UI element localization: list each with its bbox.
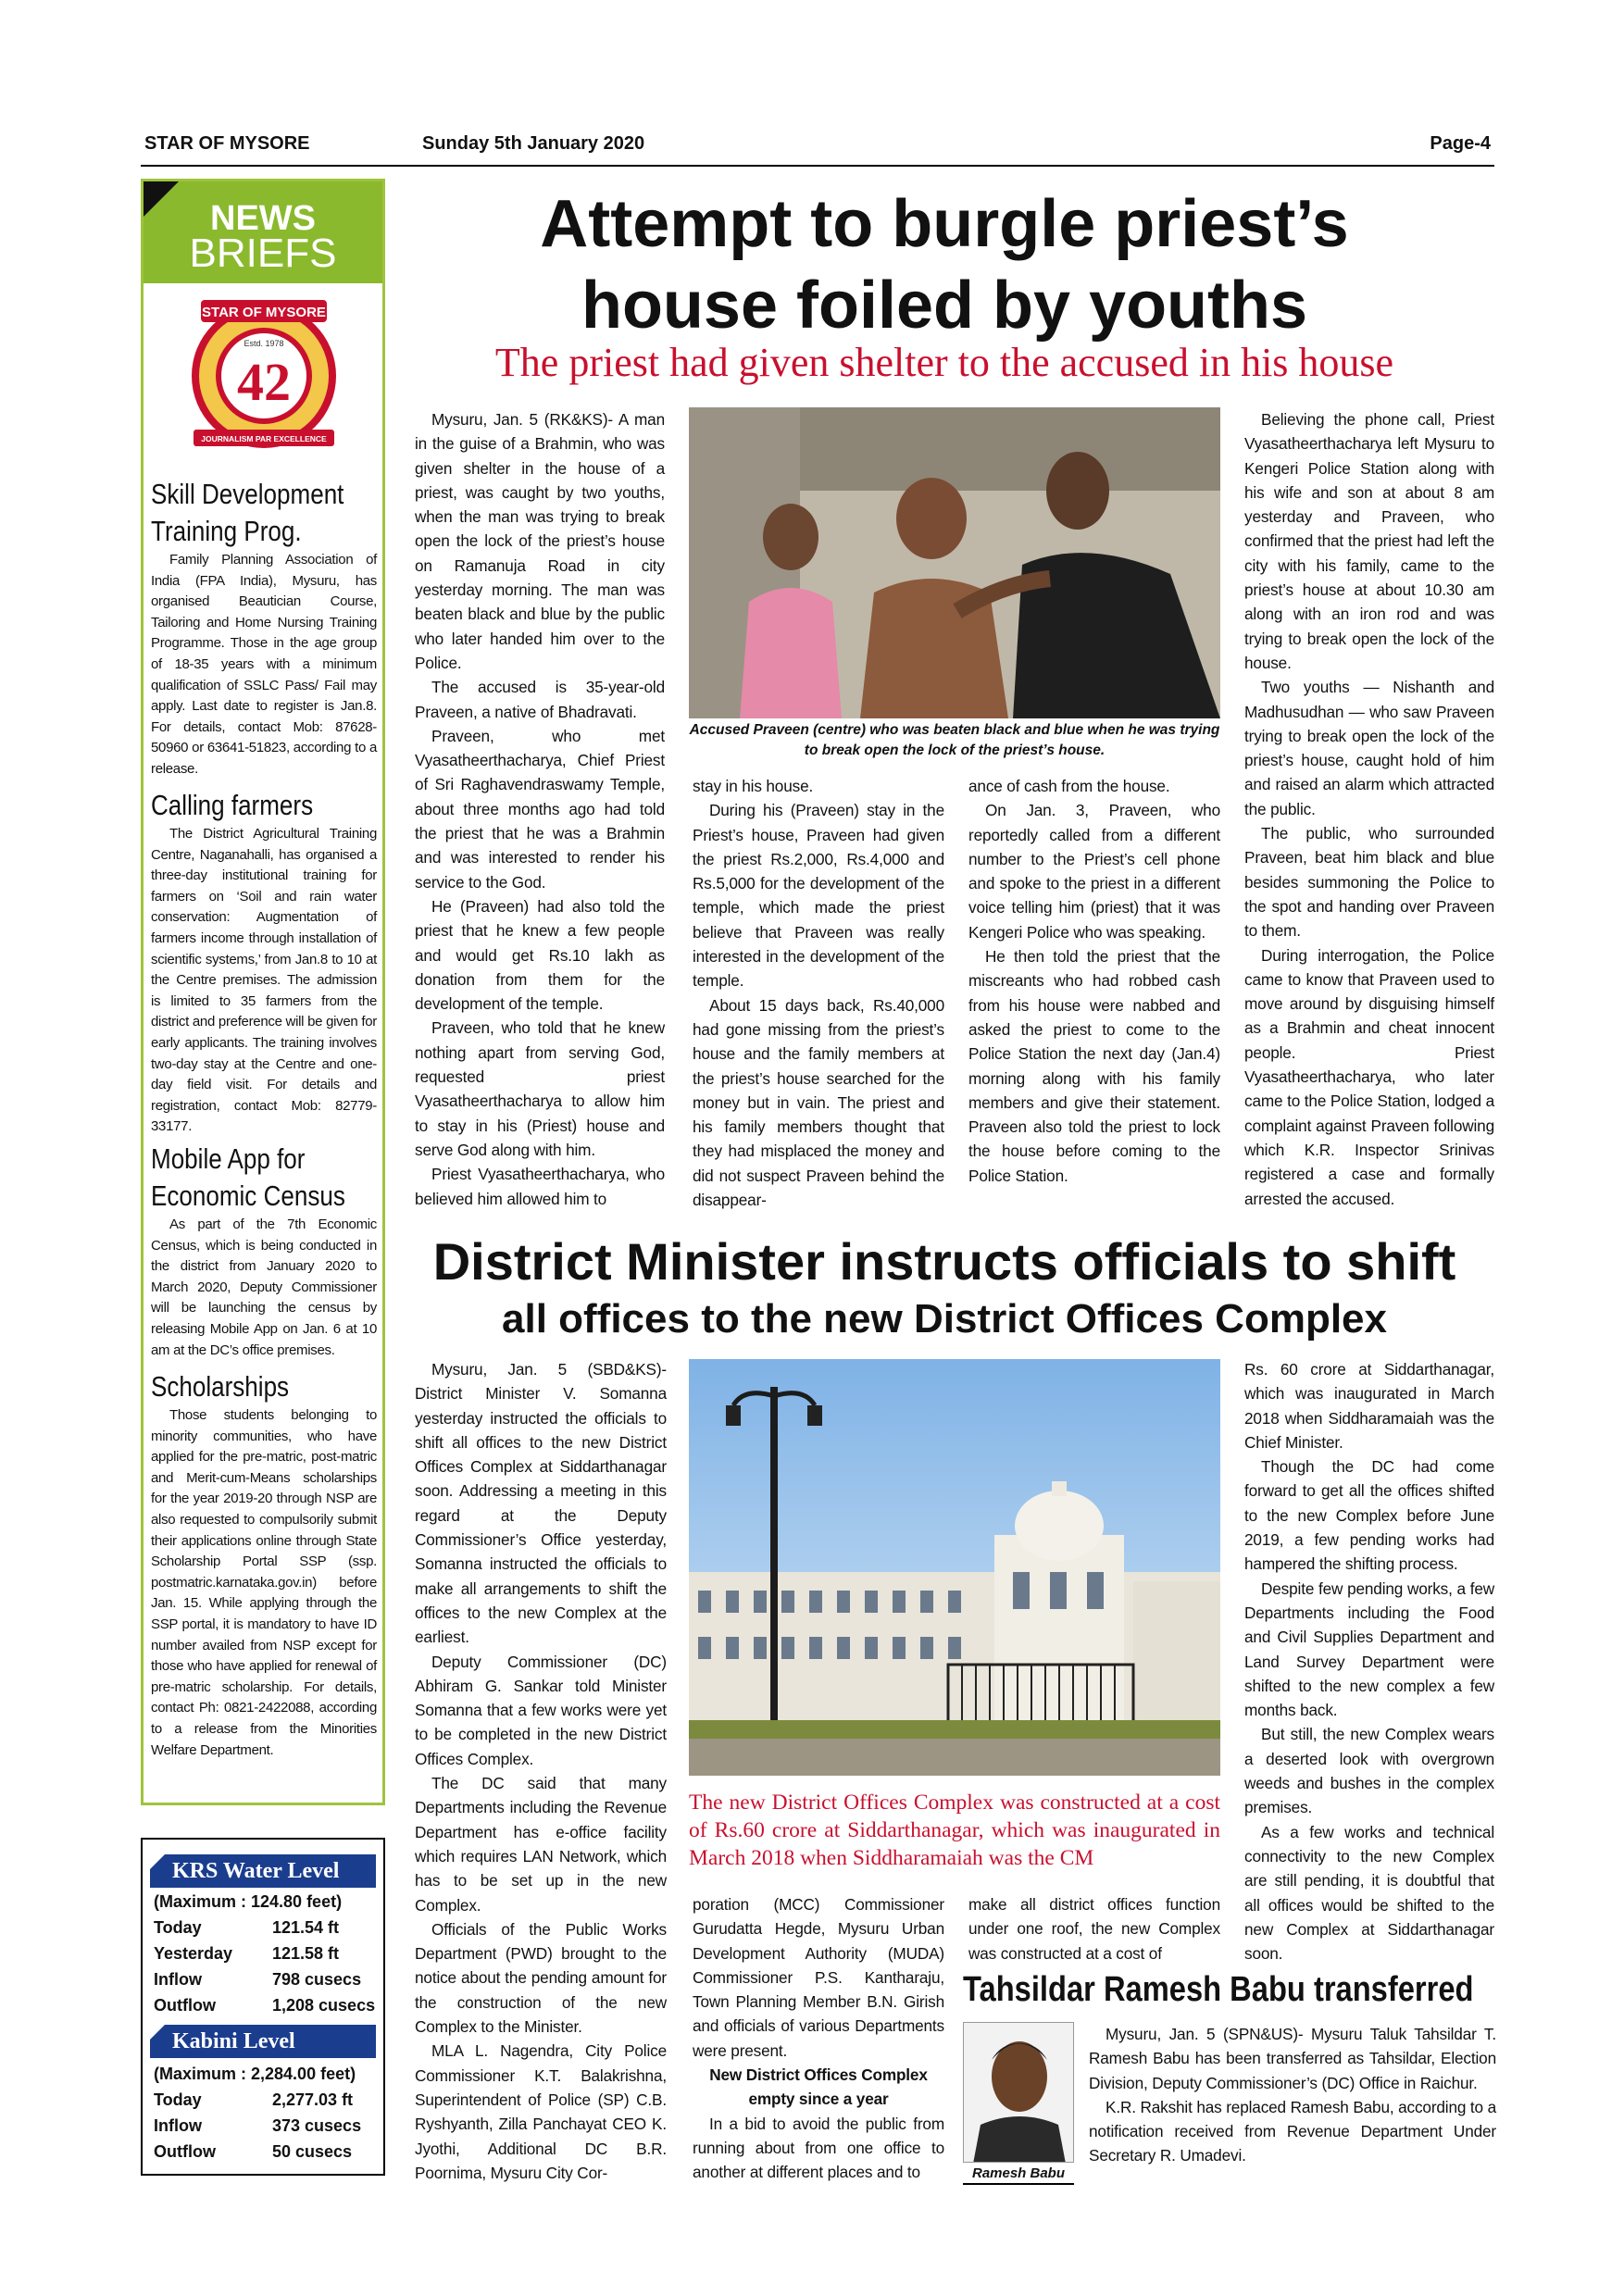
paragraph: Mysuru, Jan. 5 (RK&KS)- A man in the guise of a Brahmin, who was given shelter in the house of a priest, was caught by two youths, when the man was trying to break open the lock of the priest’s house on Ramanuja Road in city yesterday morning. The man was beaten black and blue by the public who later handed him over to the Police. xyxy=(415,410,665,672)
headline-line: Attempt to burgle priest’s xyxy=(540,187,1349,261)
brief-title: Calling farmers xyxy=(151,789,314,821)
brief-mobile-app xyxy=(151,1141,377,1361)
news-label: NEWS xyxy=(210,199,316,238)
news-briefs-banner xyxy=(144,181,382,283)
krs-title-bar xyxy=(150,1854,376,1888)
paragraph: K.R. Rakshit has replaced Ramesh Babu, according to a notification received from Revenue Department Under Secretary R. Umadevi. xyxy=(1089,2097,1496,2165)
brief-skill-development xyxy=(151,476,377,780)
paragraph: Rs. 60 crore at Siddarthanagar, which was inaugurated in March 2018 when Siddharamaiah was the Chief Minister. xyxy=(1244,1360,1494,1452)
paragraph: The public, who surrounded Praveen, beat him black and blue besides summoning the Police to the spot and handing over Praveen to them. xyxy=(1244,824,1494,941)
brief-title: Training Prog. xyxy=(151,515,302,547)
row-value: 1,208 cusecs xyxy=(272,1996,376,2015)
story3-body xyxy=(1089,2022,1496,2168)
krs-row xyxy=(154,1941,376,1965)
paragraph: Mysuru, Jan. 5 (SBD&KS)- District Minister V. Somanna yesterday instructed the officials to shift all offices to the new District Offices Complex at Siddarthanagar soon. Addressing a meeting in this regard at the Deputy Commissioner’s Office yesterday, Somanna instructed the officials to make all arrangements to shift the offices to the new Complex at the earliest. xyxy=(415,1360,667,1647)
briefs-label: BRIEFS xyxy=(189,231,337,276)
brief-scholarships xyxy=(151,1368,377,1761)
paragraph: MLA L. Nagendra, City Police Commissioner K.T. Balakrishna, Superintendent of Police (SP) C.B. Ryshyanth, Zilla Panchayat CEO K. Jyothi, Additional DC B.R. Poornima, Mysuru City Cor- xyxy=(415,2041,667,2182)
issue-date: Sunday 5th January 2020 xyxy=(422,133,645,154)
corner-triangle-icon xyxy=(150,2025,165,2040)
story1-column-3 xyxy=(968,774,1220,1188)
page-header xyxy=(141,130,1494,167)
kabini-row xyxy=(154,2140,376,2164)
headline-line: house foiled by youths xyxy=(581,268,1308,343)
row-value: 2,277.03 ft xyxy=(272,2090,354,2109)
krs-row xyxy=(154,1993,376,2017)
headline-line: District Minister instructs officials to shift xyxy=(432,1232,1456,1291)
section-subhead: empty since a year xyxy=(748,2090,889,2109)
water-level-box xyxy=(141,1838,385,2176)
brief-body: The District Agricultural Training Centre, Naganahalli, has organised a three-day institutional training for farmers on ‘Soil and rain water conservation: Augmentation of farmers income through installation of scientific systems,’ from Jan.8 to 10 at the Centre premises. The admission is limited to 35 farmers from the district and preference will be given for early applicants. The training involves two-day stay at the Centre and one-day field visit. For details and registration, contact Mob: 82779-33177. xyxy=(151,826,377,1135)
paragraph: ance of cash from the house. xyxy=(968,777,1170,795)
lead-headline xyxy=(389,183,1500,346)
paragraph: As a few works and technical connectivity to the new Complex are still pending, it is doubtful that all offices would be shifted to the new Complex at Siddarthanagar soon. xyxy=(1244,1822,1494,1964)
district-offices-photo xyxy=(689,1359,1220,1776)
kabini-row xyxy=(154,2114,376,2138)
logo-estd-text: Estd. 1978 xyxy=(244,339,284,348)
row-label: Outflow xyxy=(154,1996,216,2015)
row-value: 373 cusecs xyxy=(272,2116,362,2135)
logo-bottom-text: JOURNALISM PAR EXCELLENCE xyxy=(201,434,327,443)
brief-body: Those students belonging to minority communities, who have applied for the pre-matric, post-matric and Merit-cum-Means scholarships for the year 2019-20 through NSP are also requested to compulsorily submit their applications online through State Scholarship Portal SSP (ssp. postmatric.karnataka.gov.in) before Jan. 15. While applying through the SSP portal, it is mandatory to have ID number availed from NSP except for those who have applied for renewal of pre-matric scholarship. For details, contact Ph: 0821-2422088, according to a release from the Minorities Welfare Department. xyxy=(151,1407,377,1758)
story1-column-2 xyxy=(693,774,944,1212)
kabini-max: (Maximum : 2,284.00 feet) xyxy=(154,2065,356,2083)
krs-max: (Maximum : 124.80 feet) xyxy=(154,1892,343,1911)
paragraph: He (Praveen) had also told the priest that he knew a few people and would get Rs.10 lakh as donation from them for the development of the temple. xyxy=(415,896,665,1014)
third-headline: Tahsildar Ramesh Babu transferred xyxy=(963,1970,1474,2009)
paragraph: Officials of the Public Works Department (PWD) brought to the notice about the pending amount for the construction of the new Complex to the Minister. xyxy=(415,1919,667,2037)
paragraph: Believing the phone call, Priest Vyasatheerthacharya left Mysuru to Kengeri Police Station along with his wife and son at about 8 am yesterday and Praveen, who confirmed that the priest had left the city with his family, came to the priest’s house at about 10.30 am along with an iron rod and was trying to break open the lock of the house. xyxy=(1244,410,1494,672)
paragraph: make all district offices function under one roof, the new Complex was constructed at a cost of xyxy=(968,1895,1220,1963)
paragraph: stay in his house. xyxy=(693,777,814,795)
lead-subheadline: The priest had given shelter to the accused in his house xyxy=(494,340,1394,385)
anniversary-logo xyxy=(181,291,347,457)
paragraph: But still, the new Complex wears a deserted look with overgrown weeds and bushes in the complex premises. xyxy=(1244,1725,1494,1817)
paragraph: Mysuru, Jan. 5 (SPN&US)- Mysuru Taluk Tahsildar T. Ramesh Babu has been transferred as Tahsildar, Election Division, Deputy Commissioner’s (DC) Office in Raichur. xyxy=(1089,2025,1496,2092)
paragraph: Praveen, who told that he knew nothing apart from serving God, requested priest Vyasatheerthacharya to allow him to stay in his (Priest) house and serve God along with him. xyxy=(415,1018,665,1159)
paragraph: In a bid to avoid the public from running about from one office to another at different places and to xyxy=(693,2114,944,2182)
brief-calling-farmers xyxy=(151,787,377,1138)
accused-photo xyxy=(689,407,1220,718)
brief-title: Skill Development xyxy=(151,478,344,510)
headline-line: all offices to the new District Offices Complex xyxy=(502,1296,1387,1341)
kabini-title: Kabini Level xyxy=(172,2029,295,2053)
corner-triangle-icon xyxy=(150,1854,165,1869)
row-value: 50 cusecs xyxy=(272,2142,353,2161)
paragraph: He then told the priest that the miscreants who had robbed cash from his house were nabbed and asked the priest to come to the Police Station the next day (Jan.4) morning along with his family members and give their statement. Praveen also told the priest to lock the house before coming to the Police Station. xyxy=(968,947,1220,1185)
brief-body: As part of the 7th Economic Census, which is being conducted in the district from January 2020 to March 2020, Deputy Commissioner will be launching the census by releasing Mobile App on Jan. 6 at 10 am at the DC’s office premises. xyxy=(151,1217,377,1358)
paragraph: Though the DC had come forward to get all the offices shifted to the new Complex before June 2019, a few pending works had hampered the shifting process. xyxy=(1244,1457,1494,1574)
paragraph: On Jan. 3, Praveen, who reportedly called from a different number to the Priest’s cell phone and spoke to the priest in a different voice telling him (priest) that it was Kengeri Police who was speaking. xyxy=(968,801,1220,942)
row-label: Today xyxy=(154,2090,202,2109)
row-value: 121.54 ft xyxy=(272,1918,340,1937)
logo-number: 42 xyxy=(237,352,291,412)
story2-column-1 xyxy=(415,1357,667,2185)
krs-row xyxy=(154,1967,376,1991)
section-subhead: New District Offices Complex xyxy=(709,2065,928,2085)
row-label: Yesterday xyxy=(154,1944,233,1963)
row-label: Today xyxy=(154,1918,202,1937)
paragraph: During interrogation, the Police came to know that Praveen used to move around by disguising himself as a Brahmin and cheat innocent people. Priest Vyasatheerthacharya, who later came to the Police Station, lodged a complaint against Praveen following which K.R. Inspector Srinivas registered a case and formally arrested the accused. xyxy=(1244,945,1494,1208)
story1-column-1 xyxy=(415,407,665,1211)
brief-title: Mobile App for xyxy=(151,1142,306,1175)
kabini-title-bar xyxy=(150,2025,376,2058)
story1-column-4 xyxy=(1244,407,1494,1211)
kabini-row xyxy=(154,2088,376,2112)
paragraph: Deputy Commissioner (DC) Abhiram G. Sankar told Minister Somanna that a few works were yet to be completed in the new District Offices Complex. xyxy=(415,1652,667,1768)
brief-body: Family Planning Association of India (FPA India), Mysuru, has organised Beautician Course, Tailoring and Home Nursing Training Programme. Those in the age group of 18-35 years with a minimum qualification of SSLC Pass/ Fail may apply. Last date to register is Jan.8. For details, contact Mob: 87628-50960 or 63641-51823, according to a release. xyxy=(151,552,377,777)
paragraph: Despite few pending works, a few Departments including the Food and Civil Supplies Department and Land Survey Department were shifted to the new complex a few months back. xyxy=(1244,1578,1494,1720)
paragraph: During his (Praveen) stay in the Priest’s house, Praveen had given the priest Rs.2,000, Rs.4,000 and Rs.5,000 for the development of the temple, which made the priest believe that Praveen was really interested in the development of the temple. xyxy=(693,801,944,991)
brief-title: Scholarships xyxy=(151,1370,290,1403)
row-label: Inflow xyxy=(154,2116,202,2135)
paragraph: Two youths — Nishanth and Madhusudhan — who saw Praveen trying to break open the lock of the priest’s house, caught hold of him and raised an alarm which attracted the public. xyxy=(1244,678,1494,818)
paragraph: The accused is 35-year-old Praveen, a native of Bhadravati. xyxy=(415,678,665,721)
row-label: Inflow xyxy=(154,1970,202,1989)
row-value: 121.58 ft xyxy=(272,1944,340,1963)
photo-caption: Accused Praveen (centre) who was beaten black and blue when he was trying to break open the lock of the priest’s house. xyxy=(689,722,1220,758)
paragraph: About 15 days back, Rs.40,000 had gone missing from the priest’s house and the family members at the priest’s house searched for the money but in vain. The priest and his family members thought that they had misplaced the money and did not suspect Praveen behind the disappear- xyxy=(693,995,944,1210)
paragraph: poration (MCC) Commissioner Gurudatta Hegde, Mysuru Urban Development Authority (MUDA) Commissioner P.S. Kantharaju, Town Planning Member B.N. Girish and officials of various Departments were present. xyxy=(693,1895,944,2060)
logo-top-text: STAR OF MYSORE xyxy=(202,305,326,320)
photo-caption: The new District Offices Complex was constructed at a cost of Rs.60 crore at Siddarthanagar, which was inaugurated in March 2018 when Siddharamaiah was the CM xyxy=(689,1791,1220,1870)
story2-column-3 xyxy=(968,1892,1220,1965)
paper-name: STAR OF MYSORE xyxy=(144,133,310,154)
paragraph: The DC said that many Departments including the Revenue Department has e-office facility which requires LAN Network, which has to be set up in the new Complex. xyxy=(415,1774,667,1915)
page-number: Page-4 xyxy=(1430,133,1491,154)
brief-title: Economic Census xyxy=(151,1179,345,1212)
story2-column-2 xyxy=(693,1892,944,2185)
row-label: Outflow xyxy=(154,2142,216,2161)
second-headline xyxy=(389,1231,1500,1346)
krs-row xyxy=(154,1915,376,1940)
photo-caption: Ramesh Babu xyxy=(963,2165,1074,2185)
krs-title: KRS Water Level xyxy=(172,1859,340,1883)
ramesh-babu-photo xyxy=(963,2022,1074,2163)
paragraph: Praveen, who met Vyasatheerthacharya, Chief Priest of Sri Raghavendraswamy Temple, about three months ago had told the priest that he was a Brahmin and was interested to render his service to the God. xyxy=(415,726,665,892)
row-value: 798 cusecs xyxy=(272,1970,362,1989)
news-briefs-sidebar xyxy=(141,179,385,1805)
paragraph: Priest Vyasatheerthacharya, who believed him allowed him to xyxy=(415,1165,665,1208)
story2-column-4 xyxy=(1244,1357,1494,1965)
